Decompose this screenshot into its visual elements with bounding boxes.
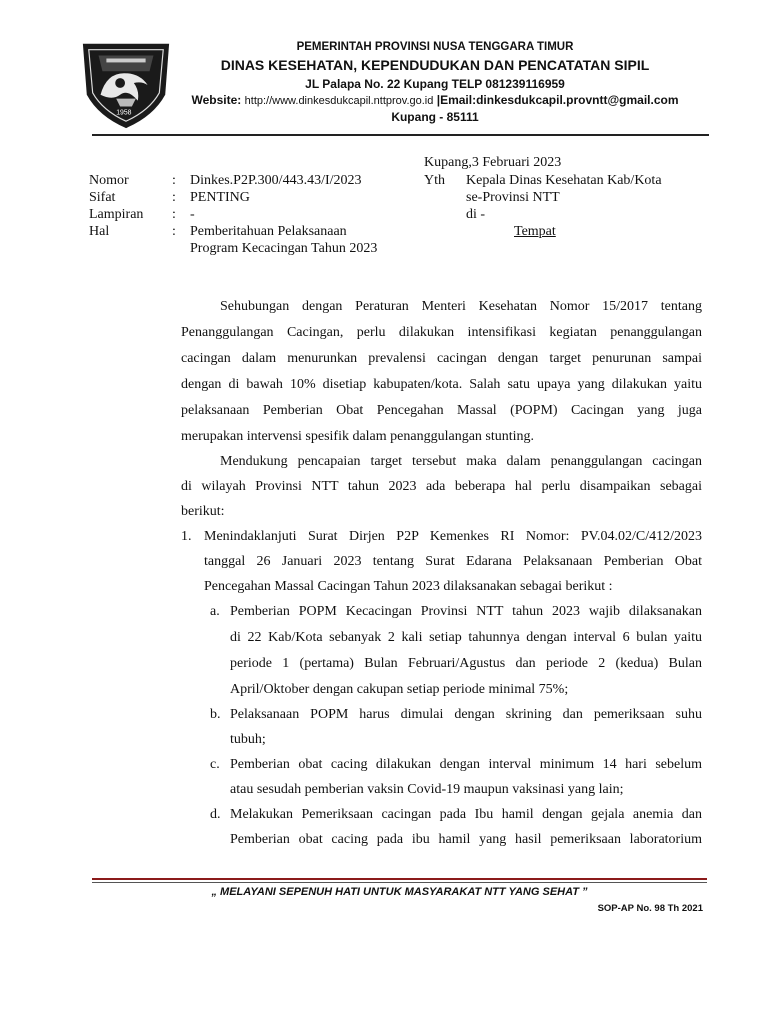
field-colon: : [172, 224, 176, 239]
para1-line-6: merupakan intervensi spesifik dalam penanggulangan stunting. [181, 429, 535, 444]
field-value-sifat: PENTING [190, 190, 250, 205]
footer-divider [92, 878, 707, 880]
letterhead-agency: DINAS KESEHATAN, KEPENDUDUKAN DAN PENCATATAN SIPIL [220, 57, 650, 73]
field-value-hal-2: Program Kecacingan Tahun 2023 [190, 241, 378, 256]
subitem-letter: c. [210, 757, 220, 772]
footer-motto: „ MELAYANI SEPENUH HATI UNTUK MASYARAKAT NTT YANG SEHAT ” [211, 886, 588, 898]
subitem-a-line-2: di 22 Kab/Kota sebanyak 2 kali setiap tahunnya dengan interval 6 bulan yaitu [230, 630, 702, 645]
subitem-c-line-1: Pemberian obat cacing dilakukan dengan interval minimum 14 hari sebelum [230, 757, 702, 772]
para2-line-2: di wilayah Provinsi NTT tahun 2023 ada beberapa hal perlu disampaikan sebagai [181, 479, 702, 494]
subitem-b-line-1: Pelaksanaan POPM harus dimulai dengan skrining dan pemeriksaan suhu [230, 707, 702, 722]
field-label-hal: Hal [89, 224, 110, 239]
field-colon: : [172, 190, 176, 205]
subitem-c-line-2: atau sesudah pemberian vaksin Covid-19 maupun vaksinasi yang lain; [230, 782, 624, 797]
letterhead-government: PEMERINTAH PROVINSI NUSA TENGGARA TIMUR [296, 41, 574, 53]
subitem-letter: a. [210, 604, 220, 619]
field-label-nomor: Nomor [89, 173, 129, 188]
para1-line-2: Penanggulangan Cacingan, perlu dilakukan intensifikasi kegiatan penanggulangan [181, 325, 702, 340]
subitem-d-line-1: Melakukan Pemeriksaan cacingan pada Ibu hamil dengan gejala anemia dan [230, 807, 702, 822]
subitem-d-line-2: Pemberian obat cacing pada ibu hamil yang hasil pemeriksaan laboratorium [230, 832, 702, 847]
footer-sop-number: SOP-AP No. 98 Th 2021 [597, 903, 703, 914]
recipient-line-2: se-Provinsi NTT [466, 190, 560, 205]
letterhead-city: Kupang - 85111 [391, 110, 479, 124]
para1-line-4: dengan di bawah 10% disetiap kabupaten/kota. Salah satu upaya yang dilakukan yaitu [181, 377, 702, 392]
field-value-lampiran: - [190, 207, 195, 222]
email-text[interactable]: |Email:dinkesdukcapil.provntt@gmail.com [436, 93, 679, 107]
website-label: Website: [191, 93, 242, 107]
subitem-a-line-4: April/Oktober dengan cakupan setiap periode minimal 75%; [230, 682, 569, 697]
field-label-lampiran: Lampiran [89, 207, 144, 222]
subitem-letter: b. [210, 707, 221, 722]
recipient-yth: Yth [424, 173, 445, 188]
item-number: 1. [181, 529, 192, 544]
para1-line-3: cacingan dalam menurunkan prevalensi cacingan dengan target penurunan sampai [181, 351, 702, 366]
footer-divider-thin [92, 882, 707, 883]
para1-line-1: Sehubungan dengan Peraturan Menteri Kesehatan Nomor 15/2017 tentang [220, 299, 702, 314]
item1-line-2: tanggal 26 Januari 2023 tentang Surat Edarana Pelaksanaan Pemberian Obat [204, 554, 702, 569]
subitem-a-line-1: Pemberian POPM Kecacingan Provinsi NTT tahun 2023 wajib dilaksanakan [230, 604, 702, 619]
recipient-place: Tempat [514, 224, 556, 239]
recipient-line-3: di - [466, 207, 486, 222]
letterhead-contact [170, 93, 700, 107]
para2-line-1: Mendukung pencapaian target tersebut maka dalam penanggulangan cacingan [220, 454, 702, 469]
field-value-hal: Pemberitahuan Pelaksanaan [190, 224, 347, 239]
para2-line-3: berikut: [181, 504, 225, 519]
item1-line-1: Menindaklanjuti Surat Dirjen P2P Kemenkes RI Nomor: PV.04.02/C/412/2023 [204, 529, 702, 544]
field-colon: : [172, 173, 176, 188]
subitem-a-line-3: periode 1 (pertama) Bulan Februari/Agustus dan periode 2 (kedua) Bulan [230, 656, 702, 671]
header-divider [92, 134, 709, 136]
subitem-letter: d. [210, 807, 221, 822]
para1-line-5: pelaksanaan Pemberian Obat Pencegahan Massal (POPM) Cacingan yang juga [181, 403, 702, 418]
field-value-nomor: Dinkes.P2P.300/443.43/I/2023 [190, 173, 362, 188]
provincial-crest-icon [77, 34, 175, 132]
website-link[interactable]: http://www.dinkesdukcapil.nttprov.go.id [244, 95, 434, 107]
field-label-sifat: Sifat [89, 190, 116, 205]
subitem-b-line-2: tubuh; [230, 732, 266, 747]
recipient-line-1: Kepala Dinas Kesehatan Kab/Kota [466, 173, 662, 188]
item1-line-3: Pencegahan Massal Cacingan Tahun 2023 dilaksanakan sebagai berikut : [204, 579, 613, 594]
place-date: Kupang,3 Februari 2023 [424, 155, 562, 170]
logo-year: 1958 [116, 109, 132, 117]
letterhead-address: JL Palapa No. 22 Kupang TELP 081239116959 [305, 77, 565, 91]
field-colon: : [172, 207, 176, 222]
